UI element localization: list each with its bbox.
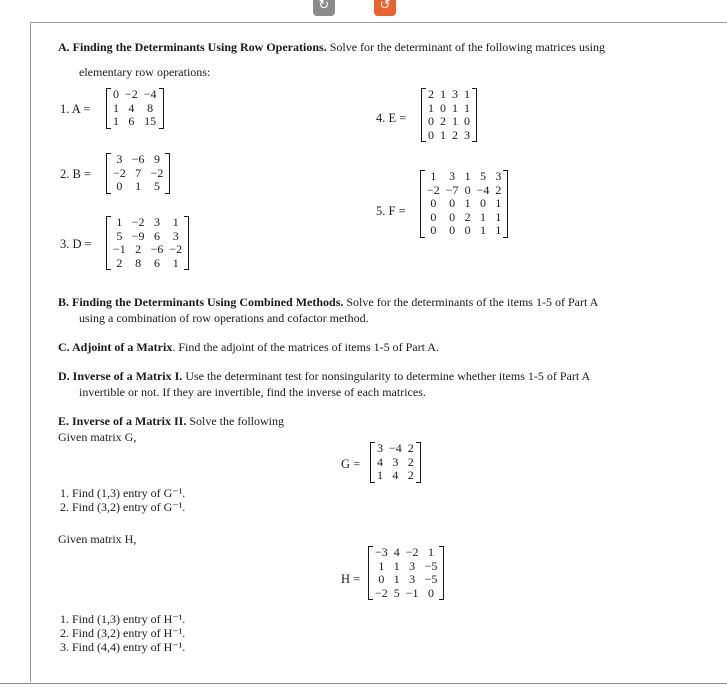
matrix-row xyxy=(110,257,185,271)
matrix-row xyxy=(110,243,185,257)
matrix-cell: 1 xyxy=(464,100,470,115)
frame-left-border xyxy=(30,22,31,682)
matrix-cell: 0 xyxy=(116,179,123,193)
matrix-cell: 1 xyxy=(135,179,142,193)
left-bracket xyxy=(368,546,373,600)
section-e-text: Solve the following xyxy=(189,414,284,428)
matrix-cell: 3 xyxy=(409,558,416,573)
matrix-cell: 1 xyxy=(113,114,119,128)
matrix-cell: 1 xyxy=(377,468,383,482)
section-d-title: D. Inverse of a Matrix I. xyxy=(58,369,183,383)
matrix-cell: 1 xyxy=(430,169,437,183)
matrix-cell: 0 xyxy=(440,100,446,115)
matrix-row xyxy=(424,170,504,184)
right-bracket xyxy=(184,216,189,270)
matrix-h xyxy=(368,546,444,600)
matrix-a xyxy=(106,88,164,129)
matrix-cell: 2 xyxy=(407,441,414,455)
matrix-cell: −9 xyxy=(131,228,145,243)
matrix-cell: 2 xyxy=(428,87,434,101)
matrix-row xyxy=(110,153,166,167)
matrix-cell: 6 xyxy=(128,114,135,128)
section-a-text-2: elementary row operations: xyxy=(79,65,211,79)
matrix-cell: 2 xyxy=(116,255,123,270)
matrix-row xyxy=(110,230,185,244)
matrix-cell: 1 xyxy=(440,87,446,101)
matrix-cell: 1 xyxy=(464,87,470,101)
matrix-g-table xyxy=(374,442,417,483)
matrix-cell: 0 xyxy=(427,585,434,600)
right-bracket xyxy=(416,442,421,483)
matrix-cell: 0 xyxy=(428,114,434,128)
matrix-b-table xyxy=(110,153,166,194)
matrix-row xyxy=(374,442,417,456)
section-a-heading xyxy=(58,40,605,55)
matrix-cell: −4 xyxy=(476,182,490,197)
matrix-cell: 4 xyxy=(393,545,400,559)
matrix-row xyxy=(424,197,504,211)
item-1-label: 1. A = xyxy=(60,102,91,116)
matrix-cell: 7 xyxy=(135,165,142,180)
matrix-cell: 1 xyxy=(427,545,434,559)
matrix-cell: 3 xyxy=(377,441,383,455)
left-bracket xyxy=(106,153,111,194)
matrix-cell: 0 xyxy=(464,114,470,128)
matrix-cell: 1 xyxy=(393,572,400,586)
matrix-cell: 2 xyxy=(452,127,458,142)
section-e-title: E. Inverse of a Matrix II. xyxy=(58,414,187,428)
matrix-cell: 0 xyxy=(430,209,437,224)
g-question-2: 2. Find (3,2) entry of G⁻¹. xyxy=(60,500,186,514)
matrix-cell: −2 xyxy=(125,87,138,101)
matrix-cell: 2 xyxy=(407,468,414,482)
matrix-cell: 3 xyxy=(409,572,416,586)
right-bracket xyxy=(503,170,508,238)
matrix-d xyxy=(106,216,189,270)
matrix-cell: 1 xyxy=(464,196,471,210)
matrix-cell: 8 xyxy=(135,255,142,270)
matrix-cell: 5 xyxy=(116,228,123,243)
matrix-cell: −2 xyxy=(375,585,388,600)
matrix-cell: 6 xyxy=(153,255,160,270)
matrix-row xyxy=(110,88,160,102)
matrix-row xyxy=(110,102,160,116)
matrix-cell: 0 xyxy=(430,196,437,210)
matrix-cell: 2 xyxy=(464,209,471,224)
matrix-a-table xyxy=(110,88,160,129)
matrix-cell: 1 xyxy=(428,100,434,115)
matrix-row xyxy=(110,167,166,181)
frame-bottom-border xyxy=(0,683,727,684)
section-c-text: . Find the adjoint of the matrices of items 1-5 of Part A. xyxy=(172,340,439,354)
matrix-cell: −6 xyxy=(150,242,164,256)
matrix-cell: −2 xyxy=(150,165,164,180)
matrix-cell: 0 xyxy=(449,209,456,224)
matrix-cell: 1 xyxy=(495,223,502,237)
h-question-3: 3. Find (4,4) entry of H⁻¹. xyxy=(60,640,186,654)
matrix-cell: 5 xyxy=(153,179,160,193)
matrix-cell: 1 xyxy=(495,209,502,224)
matrix-cell: 1 xyxy=(393,558,400,573)
matrix-row xyxy=(110,115,160,129)
refresh-icon[interactable]: ↺ xyxy=(374,0,396,16)
matrix-cell: 0 xyxy=(464,223,471,237)
matrix-row xyxy=(110,216,185,230)
item-5-label: 5. F = xyxy=(376,204,406,218)
matrix-cell: 3 xyxy=(452,87,458,101)
right-bracket xyxy=(165,153,170,194)
matrix-cell: 3 xyxy=(464,127,470,142)
matrix-cell: 2 xyxy=(135,242,142,256)
given-g-text: Given matrix G, xyxy=(58,430,137,444)
matrix-row xyxy=(372,560,440,574)
left-bracket xyxy=(421,88,426,142)
matrix-cell: 4 xyxy=(377,454,383,469)
matrix-cell: 15 xyxy=(144,114,157,128)
matrix-cell: 0 xyxy=(464,182,471,197)
section-c-line xyxy=(58,340,439,355)
matrix-b xyxy=(106,153,170,194)
g-label: G = xyxy=(341,457,361,471)
matrix-cell: 6 xyxy=(153,228,160,243)
left-bracket xyxy=(106,88,111,129)
matrix-cell: −4 xyxy=(143,87,157,101)
matrix-cell: −6 xyxy=(131,152,145,166)
item-3-label: 3. D = xyxy=(60,237,92,251)
matrix-cell: 0 xyxy=(449,196,456,210)
matrix-g xyxy=(370,442,421,483)
section-a-title: A. Finding the Determinants Using Row Operations. xyxy=(58,40,327,54)
matrix-cell: 1 xyxy=(495,196,502,210)
matrix-cell: 0 xyxy=(378,572,385,586)
matrix-cell: −2 xyxy=(169,242,183,256)
g-question-1: 1. Find (1,3) entry of G⁻¹. xyxy=(60,486,186,500)
h-label: H = xyxy=(341,572,361,586)
matrix-cell: 0 xyxy=(430,223,437,237)
matrix-cell: 3 xyxy=(153,215,160,229)
matrix-cell: −1 xyxy=(113,242,126,256)
matrix-row xyxy=(424,224,504,238)
section-c-title: C. Adjoint of a Matrix xyxy=(58,340,173,354)
matrix-e-table xyxy=(425,88,473,142)
matrix-cell: −7 xyxy=(445,182,459,197)
h-question-2: 2. Find (3,2) entry of H⁻¹. xyxy=(60,626,186,640)
matrix-cell: 1 xyxy=(452,100,458,115)
right-bracket xyxy=(472,88,477,142)
given-h-text: Given matrix H, xyxy=(58,532,137,546)
matrix-cell: 3 xyxy=(449,169,456,183)
matrix-cell: 0 xyxy=(113,87,119,101)
matrix-cell: 1 xyxy=(172,255,179,270)
matrix-cell: 5 xyxy=(479,169,486,183)
matrix-row xyxy=(425,102,473,116)
matrix-h-table xyxy=(372,546,440,600)
matrix-cell: 1 xyxy=(172,215,179,229)
section-d-text-1: Use the determinant test for nonsingularity to determine whether items 1-5 of Part A xyxy=(185,369,591,383)
matrix-row xyxy=(372,587,440,601)
matrix-row xyxy=(374,456,417,470)
matrix-cell: 0 xyxy=(428,127,434,142)
matrix-cell: −5 xyxy=(424,558,438,573)
item-4-label: 4. E = xyxy=(376,111,407,125)
section-d-paragraph xyxy=(58,368,708,400)
top-toolbar xyxy=(0,0,727,20)
matrix-row xyxy=(425,129,473,143)
h-question-1: 1. Find (1,3) entry of H⁻¹. xyxy=(60,612,186,626)
section-d-text-2: invertible or not. If they are invertible, find the inverse of each matrices. xyxy=(79,385,426,399)
matrix-cell: 1 xyxy=(479,223,486,237)
matrix-d-table xyxy=(110,216,185,270)
matrix-cell: −2 xyxy=(131,215,145,229)
matrix-cell: 5 xyxy=(393,585,400,600)
matrix-cell: −5 xyxy=(424,572,438,586)
matrix-f-table xyxy=(424,170,504,238)
matrix-row xyxy=(374,469,417,483)
matrix-cell: −4 xyxy=(389,441,402,455)
matrix-cell: −2 xyxy=(113,165,126,180)
matrix-cell: −2 xyxy=(427,182,440,197)
item-2-label: 2. B = xyxy=(60,167,92,181)
section-a-text: Solve for the determinant of the following matrices using xyxy=(329,40,605,54)
matrix-cell: 3 xyxy=(392,454,399,469)
matrix-cell: 1 xyxy=(113,100,119,115)
matrix-cell: 1 xyxy=(378,558,385,573)
matrix-e xyxy=(421,88,477,142)
left-bracket xyxy=(106,216,111,270)
matrix-cell: 4 xyxy=(128,100,135,115)
left-bracket xyxy=(370,442,375,483)
matrix-row xyxy=(425,115,473,129)
section-b-title: B. Finding the Determinants Using Combined Methods. xyxy=(58,295,344,309)
section-b-paragraph xyxy=(58,294,698,326)
matrix-cell: −1 xyxy=(405,585,419,600)
matrix-row xyxy=(372,546,440,560)
matrix-cell: 8 xyxy=(147,100,154,115)
scroll-icon[interactable]: ↻ xyxy=(313,0,335,16)
matrix-row xyxy=(110,180,166,194)
matrix-cell: 2 xyxy=(407,454,414,469)
matrix-cell: −2 xyxy=(405,545,419,559)
matrix-cell: 3 xyxy=(495,169,502,183)
matrix-cell: 2 xyxy=(495,182,502,197)
matrix-cell: 1 xyxy=(464,169,471,183)
matrix-row xyxy=(425,88,473,102)
matrix-cell: 2 xyxy=(440,114,446,128)
section-b-text-1: Solve for the determinants of the items 1-5 of Part A xyxy=(346,295,599,309)
matrix-cell: 0 xyxy=(479,196,486,210)
frame-top-border xyxy=(30,22,727,23)
section-b-text-2: using a combination of row operations and cofactor method. xyxy=(79,311,369,325)
matrix-cell: 3 xyxy=(116,152,123,166)
matrix-cell: 1 xyxy=(479,209,486,224)
matrix-f xyxy=(420,170,508,238)
matrix-cell: 4 xyxy=(392,468,399,482)
matrix-cell: 1 xyxy=(116,215,123,229)
left-bracket xyxy=(420,170,425,238)
matrix-cell: 3 xyxy=(172,228,179,243)
matrix-cell: −3 xyxy=(375,545,388,559)
matrix-row xyxy=(424,211,504,225)
right-bracket xyxy=(159,88,164,129)
matrix-cell: 1 xyxy=(440,127,446,142)
matrix-cell: 0 xyxy=(449,223,456,237)
matrix-cell: 1 xyxy=(452,114,458,128)
matrix-cell: 9 xyxy=(153,152,160,166)
section-e-heading xyxy=(58,414,284,429)
matrix-row xyxy=(372,573,440,587)
right-bracket xyxy=(439,546,444,600)
matrix-row xyxy=(424,184,504,198)
